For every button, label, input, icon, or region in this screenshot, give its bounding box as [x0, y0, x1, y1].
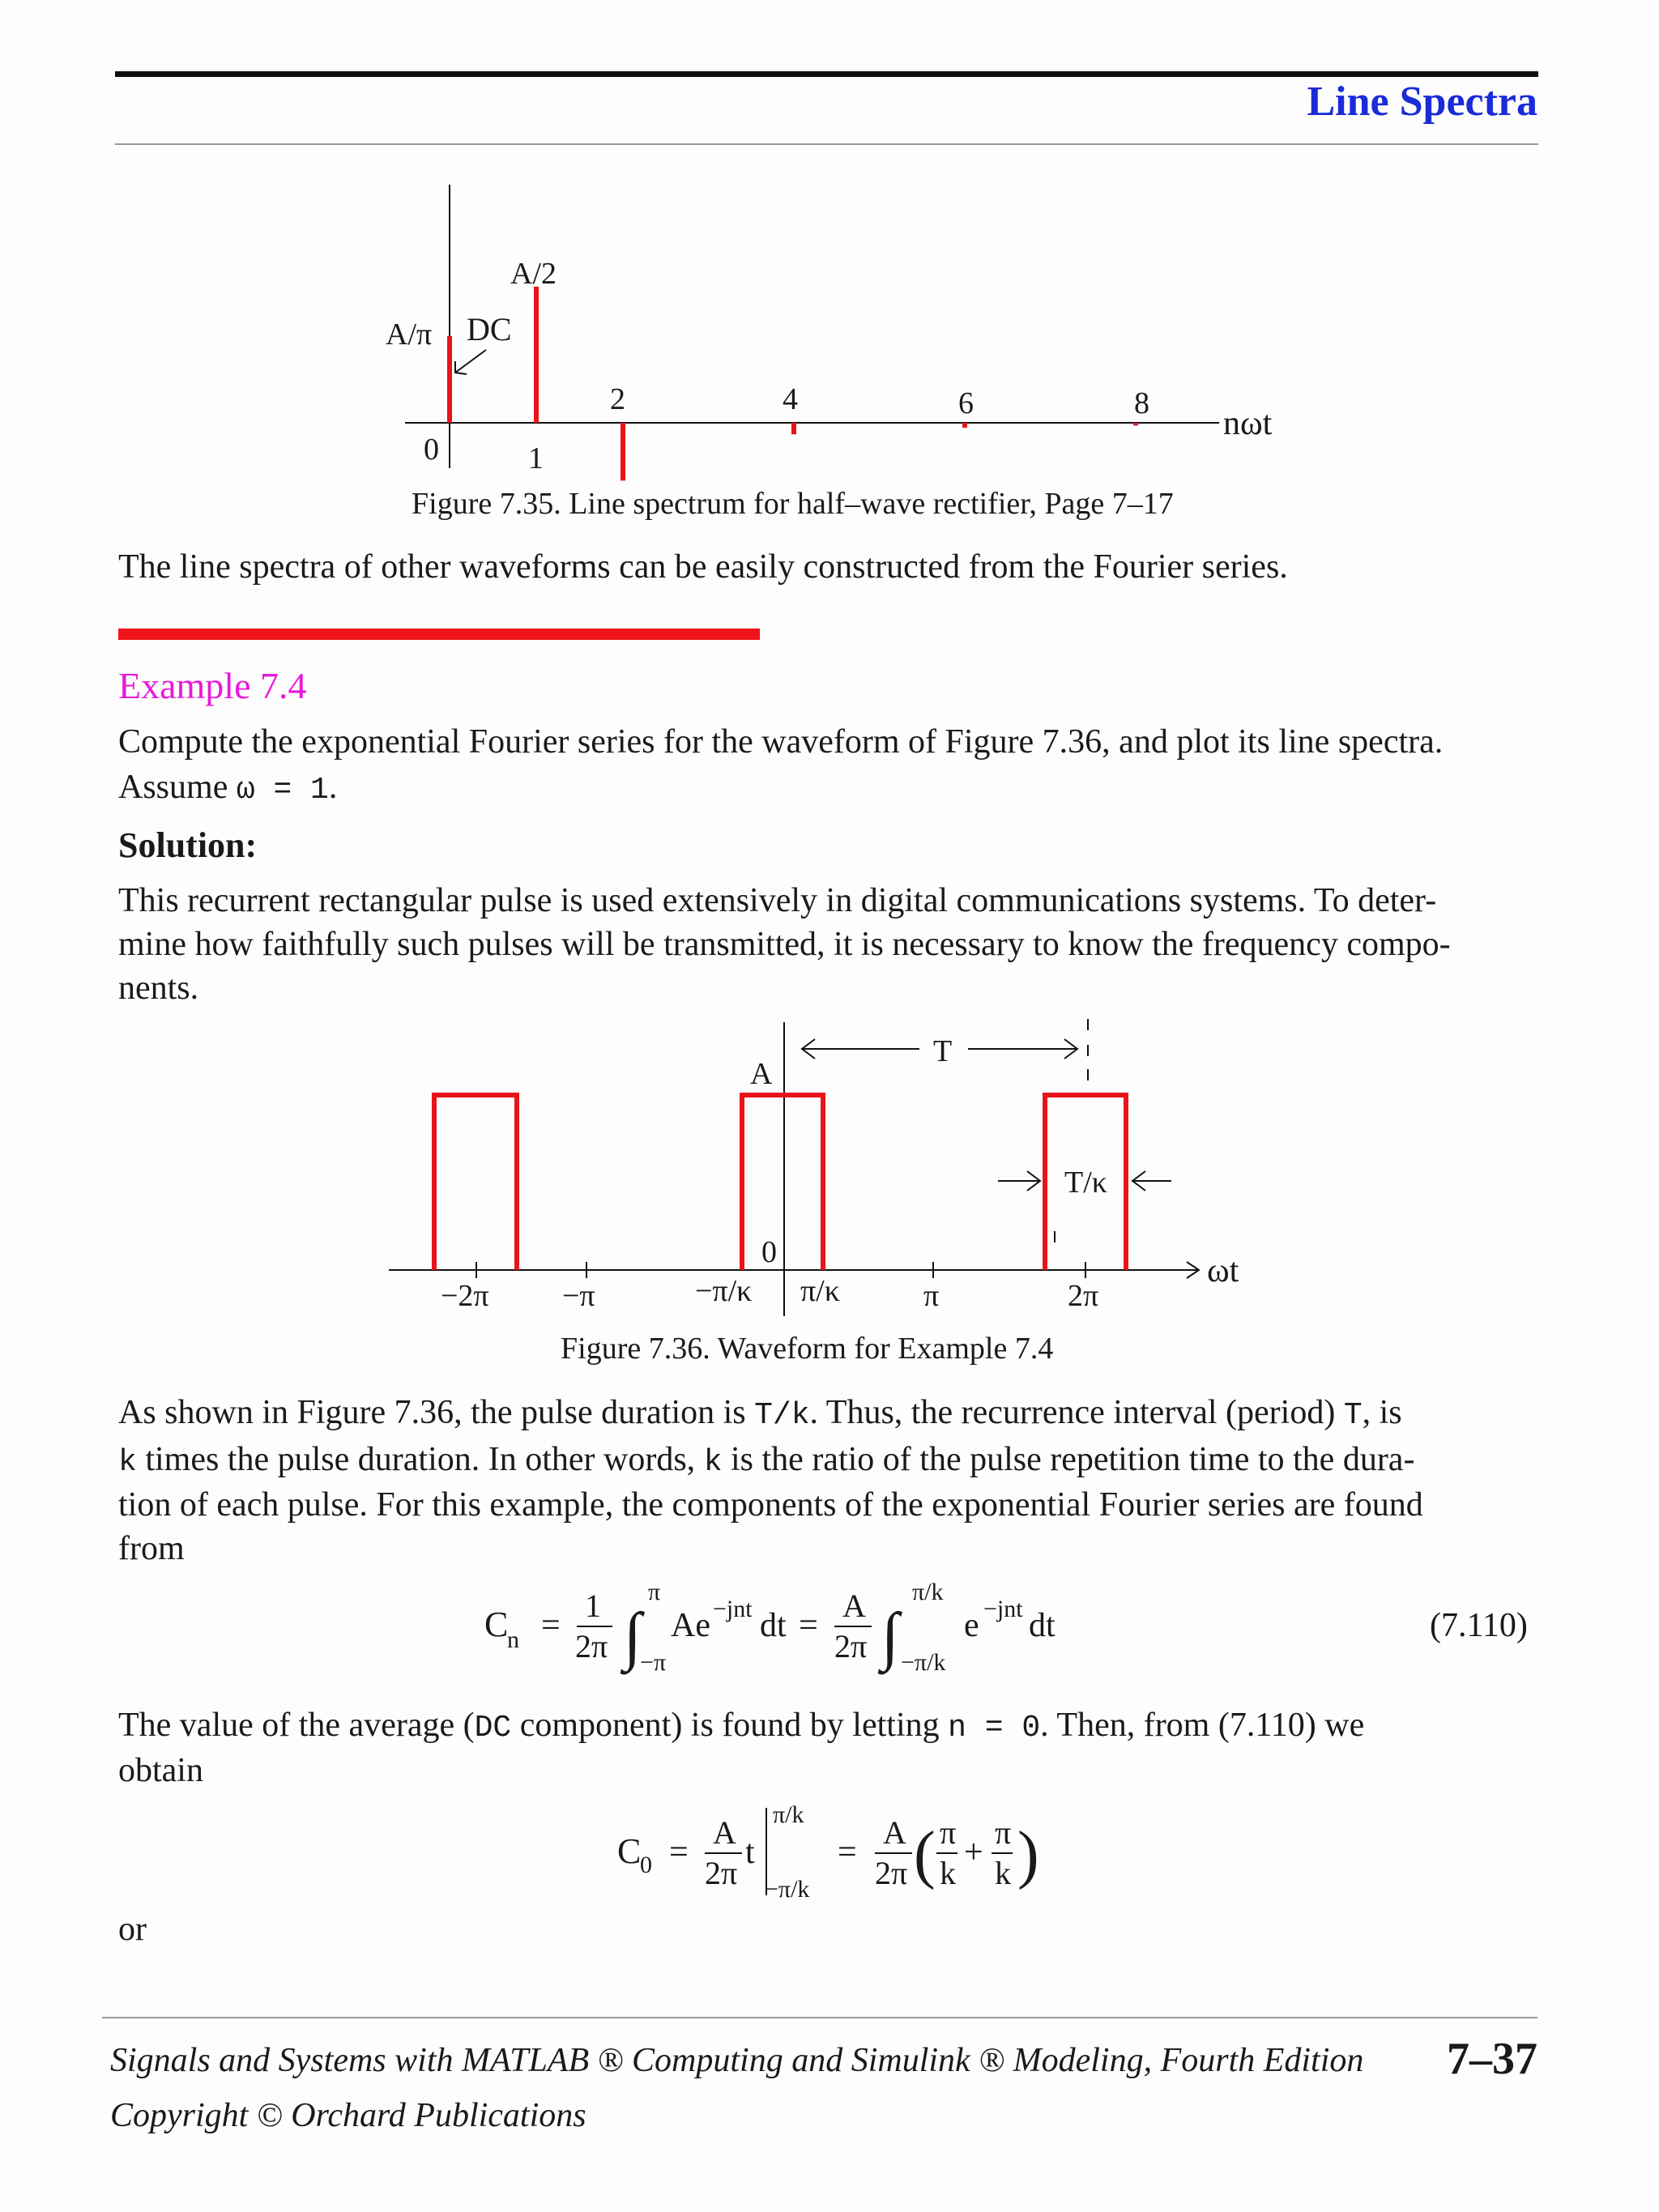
c0-frac-den-1: 2π	[705, 1855, 738, 1891]
label-a-half: A/2	[510, 257, 557, 291]
equation-number: (7.110)	[1430, 1607, 1528, 1644]
c0-right-paren: )	[1017, 1819, 1039, 1890]
tick-label-2pi: 2π	[1068, 1279, 1099, 1313]
c0-pi-1: π	[940, 1814, 957, 1851]
or-text: or	[118, 1911, 147, 1948]
figure-7-36-waveform	[0, 1004, 1659, 1328]
eq-frac-den-1: 2π	[575, 1628, 608, 1664]
tick-label-4: 4	[783, 382, 798, 416]
eq-equals-1: =	[541, 1607, 561, 1644]
tick-label-pi-over-kappa: π/κ	[800, 1274, 840, 1308]
tick-label-minus-2pi: −2π	[441, 1279, 489, 1313]
example-statement-line2	[118, 765, 337, 813]
integral-lower-1: −π	[640, 1649, 667, 1676]
c0-frac-den-2: 2π	[875, 1855, 908, 1891]
example-statement-line1: Compute the exponential Fourier series for the waveform of Figure 7.36, and plot its line spectra.	[118, 723, 1444, 761]
eq-subscript-n: n	[507, 1626, 519, 1653]
pulses	[434, 1095, 1126, 1270]
paragraph3-line2: obtain	[118, 1752, 203, 1789]
c0-lower-limit: −π/k	[765, 1876, 810, 1903]
solution-line3: nents.	[118, 970, 199, 1007]
c0-subscript: 0	[640, 1852, 652, 1878]
solution-heading: Solution:	[118, 825, 258, 865]
paragraph2-line3: tion of each pulse. For this example, the components of the exponential Fourier series are found	[118, 1486, 1423, 1524]
c0-plus: +	[964, 1834, 983, 1871]
solution-line1: This recurrent rectangular pulse is used extensively in digital communications systems. To deter-	[118, 882, 1437, 919]
paragraph2-line1: As shown in Figure 7.36, the pulse duration is T/k. Thus, the recurrence interval (period) T, is	[118, 1394, 1402, 1433]
period: .	[328, 769, 338, 806]
dc-arrow	[455, 350, 486, 373]
c0-upper-limit: π/k	[773, 1801, 804, 1828]
tick-label-1: 1	[528, 441, 544, 475]
label-dc: DC	[467, 311, 512, 347]
figure-7-35-caption: Figure 7.35. Line spectrum for half–wave rectifier, Page 7–17	[412, 487, 1174, 521]
eq-dt-1: dt	[760, 1607, 787, 1644]
tick-label-minus-pi-over-kappa: −π/κ	[695, 1274, 753, 1308]
paragraph2-line4: from	[118, 1530, 185, 1567]
label-a-over-pi: A/π	[386, 318, 433, 352]
label-amplitude-a: A	[750, 1057, 773, 1091]
eq-exponent-2: −jnt	[983, 1596, 1023, 1622]
c0-frac-num-2: A	[883, 1814, 906, 1851]
assume-text: Assume	[118, 769, 228, 806]
c0-left-paren: (	[914, 1819, 936, 1890]
eq-exponent-1: −jnt	[713, 1596, 753, 1622]
footer-rule	[102, 2017, 1537, 2018]
integral-upper-2: π/k	[912, 1579, 944, 1605]
c0-equals-1: =	[669, 1834, 689, 1871]
label-t-over-kappa: T/κ	[1064, 1166, 1107, 1200]
figure-7-36-caption: Figure 7.36. Waveform for Example 7.4	[561, 1332, 1054, 1366]
footer-book-title: Signals and Systems with MATLAB ® Computing and Simulink ® Modeling, Fourth Edition	[110, 2042, 1364, 2079]
paragraph3-line1: The value of the average (DC component) is found by letting n = 0. Then, from (7.110) we	[118, 1707, 1365, 1745]
c0-frac-num-1: A	[713, 1814, 736, 1851]
section-divider-bar	[118, 629, 760, 640]
tick-label-minus-pi: −π	[562, 1279, 595, 1313]
tick-label-2: 2	[610, 382, 625, 416]
integral-sign-1: ∫	[624, 1600, 642, 1672]
eq-e: e	[964, 1607, 979, 1644]
tick-label-pi: π	[923, 1279, 940, 1313]
c0-pi-2: π	[995, 1814, 1012, 1851]
eq-frac-num-1: 1	[585, 1588, 601, 1624]
tick-label-8: 8	[1134, 386, 1149, 420]
eq-dt-2: dt	[1029, 1607, 1056, 1644]
c0-c: C	[617, 1831, 642, 1871]
c0-equals-2: =	[838, 1834, 857, 1871]
tick-label-0: 0	[424, 433, 439, 467]
figure-7-35-line-spectrum	[0, 162, 1659, 502]
eq-c: C	[484, 1605, 509, 1644]
eq-ae: Ae	[671, 1607, 710, 1644]
example-heading: Example 7.4	[118, 665, 307, 706]
paragraph-line-spectra: The line spectra of other waveforms can be easily constructed from the Fourier series.	[118, 548, 1288, 586]
pulse-center	[742, 1095, 823, 1270]
running-header-title: Line Spectra	[1307, 79, 1537, 125]
omega-equals-one: ω = 1	[236, 773, 329, 808]
label-origin-0: 0	[761, 1235, 777, 1269]
paragraph2-line2: k times the pulse duration. In other words, k is the ratio of the pulse repetition time to the dura-	[118, 1441, 1415, 1480]
top-rule	[115, 71, 1538, 77]
equation-c0	[0, 1790, 1659, 1912]
footer-copyright: Copyright © Orchard Publications	[110, 2097, 586, 2134]
header-rule	[115, 143, 1538, 145]
label-period-t: T	[933, 1034, 953, 1068]
eq-equals-2: =	[799, 1607, 818, 1644]
pulse-left	[434, 1095, 517, 1270]
axis-label-omega-t: ωt	[1207, 1252, 1239, 1289]
page-number: 7–37	[1447, 2034, 1537, 2084]
eq-frac-den-2: 2π	[834, 1628, 868, 1664]
solution-line2: mine how faithfully such pulses will be transmitted, it is necessary to know the frequency compo-	[118, 926, 1451, 963]
eq-frac-num-2: A	[842, 1588, 866, 1624]
tick-label-6: 6	[958, 386, 974, 420]
axis-label-n-omega-t: nωt	[1223, 405, 1273, 442]
c0-k-2: k	[995, 1855, 1011, 1891]
c0-t: t	[745, 1834, 755, 1871]
equation-7-110	[0, 1571, 1659, 1701]
integral-upper-1: π	[648, 1579, 661, 1605]
c0-k-1: k	[940, 1855, 956, 1891]
integral-sign-2: ∫	[881, 1600, 899, 1672]
integral-lower-2: −π/k	[901, 1649, 946, 1676]
